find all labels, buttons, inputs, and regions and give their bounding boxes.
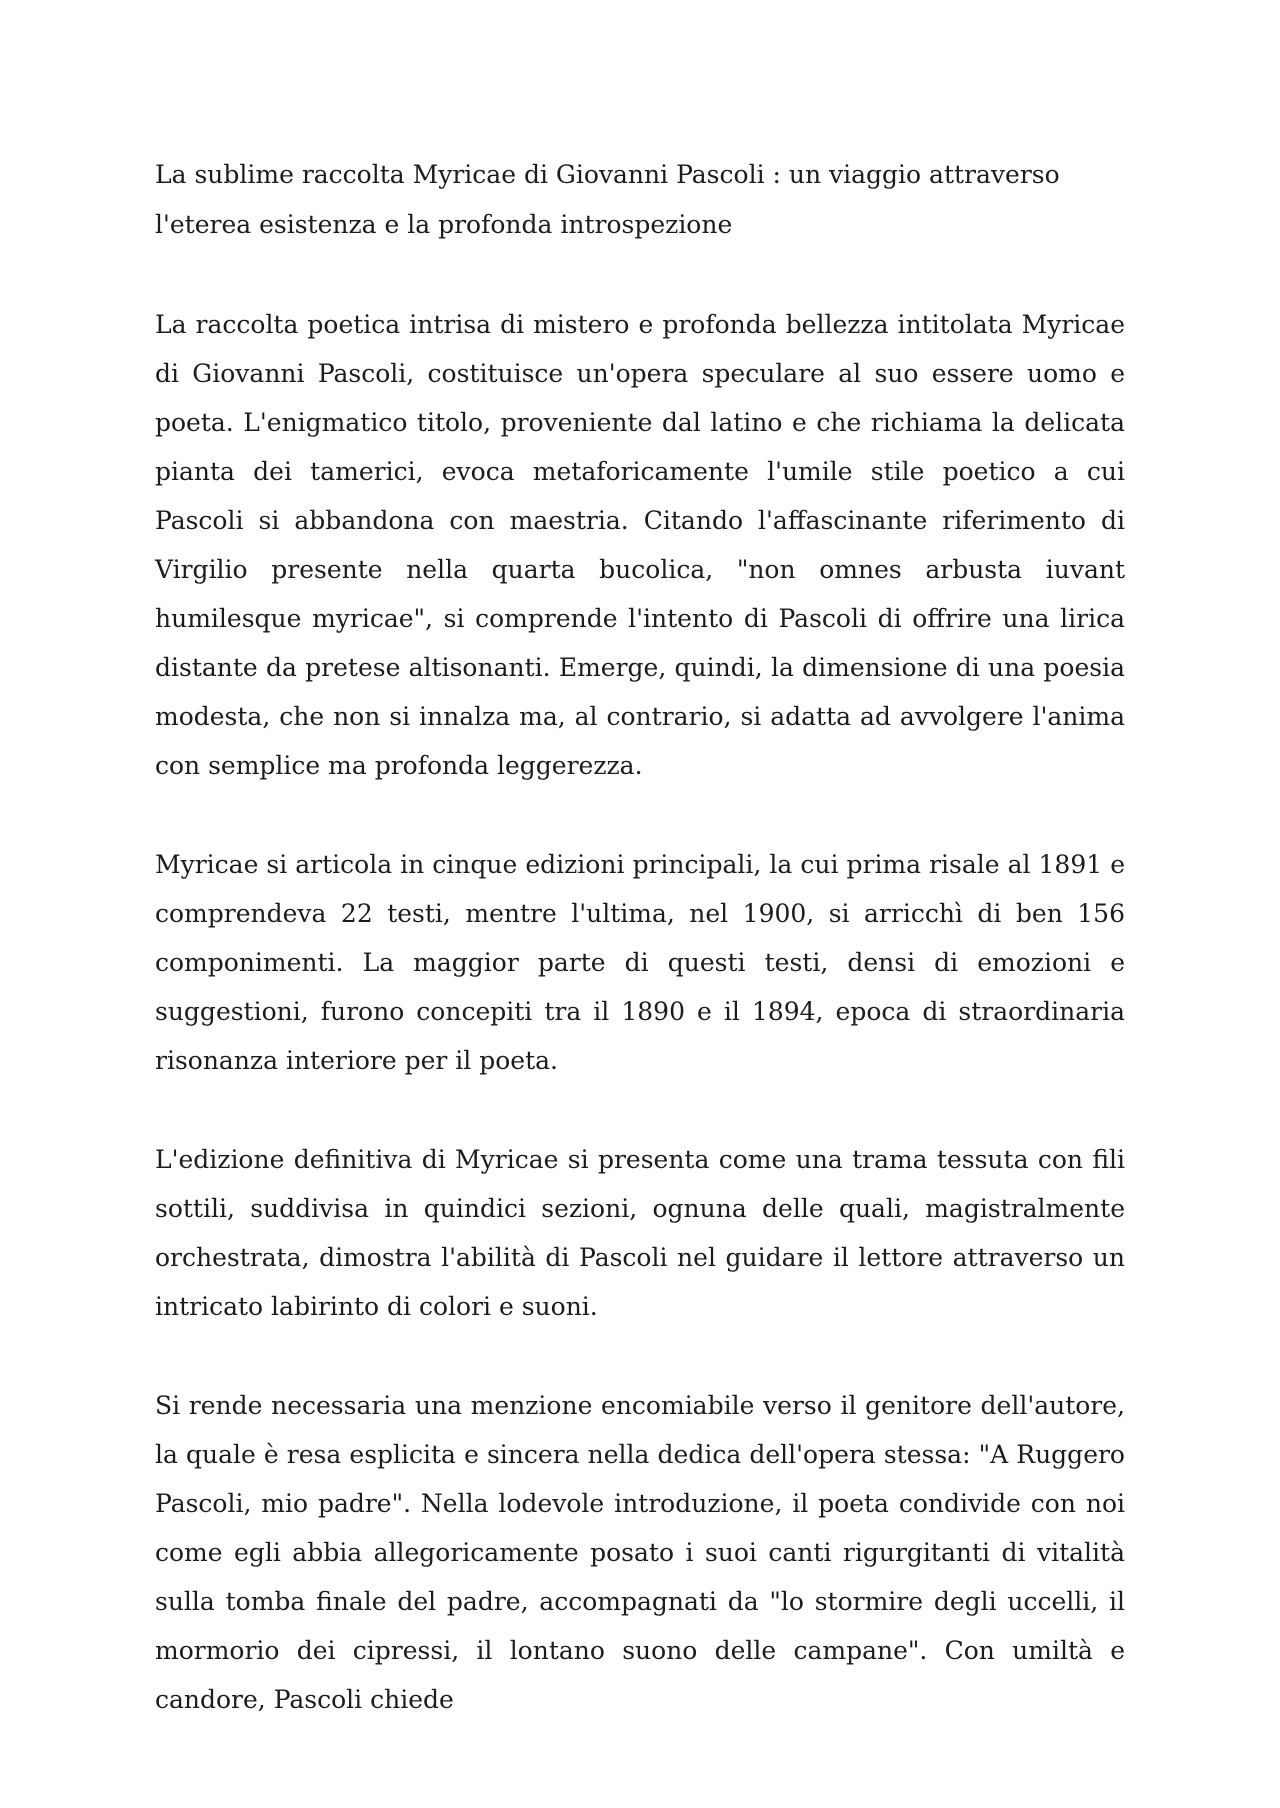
document-title: La sublime raccolta Myricae di Giovanni Pascoli : un viaggio attraverso l'eterea esistenza e la profonda introspezione	[155, 160, 1060, 239]
paragraph-editions: Myricae si articola in cinque edizioni principali, la cui prima risale al 1891 e comprendeva 22 testi, mentre l'ultima, nel 1900, si arricchì di ben 156 componimenti. La maggior parte di questi testi, densi di emozioni e suggestioni, furono concepiti tra il 1890 e il 1894, epoca di straordinaria risonanza interiore per il poeta.	[155, 850, 1125, 1075]
paragraph-introduction: La raccolta poetica intrisa di mistero e profonda bellezza intitolata Myricae di Giovanni Pascoli, costituisce un'opera speculare al suo essere uomo e poeta. L'enigmatico titolo, proveniente dal latino e che richiama la delicata pianta dei tamerici, evoca metaforicamente l'umile stile poetico a cui Pascoli si abbandona con maestria. Citando l'affascinante riferimento di Virgilio presente nella quarta bucolica, "non omnes arbusta iuvant humilesque myricae", si comprende l'intento di Pascoli di offrire una lirica distante da pretese altisonanti. Emerge, quindi, la dimensione di una poesia modesta, che non si innalza ma, al contrario, si adatta ad avvolgere l'anima con semplice ma profonda leggerezza.	[155, 310, 1125, 780]
document-page	[155, 150, 1125, 1724]
paragraph-dedication: Si rende necessaria una menzione encomiabile verso il genitore dell'autore, la quale è resa esplicita e sincera nella dedica dell'opera stessa: "A Ruggero Pascoli, mio padre". Nella lodevole introduzione, il poeta condivide con noi come egli abbia allegoricamente posato i suoi canti rigurgitanti di vitalità sulla tomba finale del padre, accompagnati da "lo stormire degli uccelli, il mormorio dei cipressi, il lontano suono delle campane". Con umiltà e candore, Pascoli chiede	[155, 1391, 1125, 1714]
paragraph-definitive-edition: L'edizione definitiva di Myricae si presenta come una trama tessuta con fili sottili, suddivisa in quindici sezioni, ognuna delle quali, magistralmente orchestrata, dimostra l'abilità di Pascoli nel guidare il lettore attraverso un intricato labirinto di colori e suoni.	[155, 1145, 1125, 1321]
